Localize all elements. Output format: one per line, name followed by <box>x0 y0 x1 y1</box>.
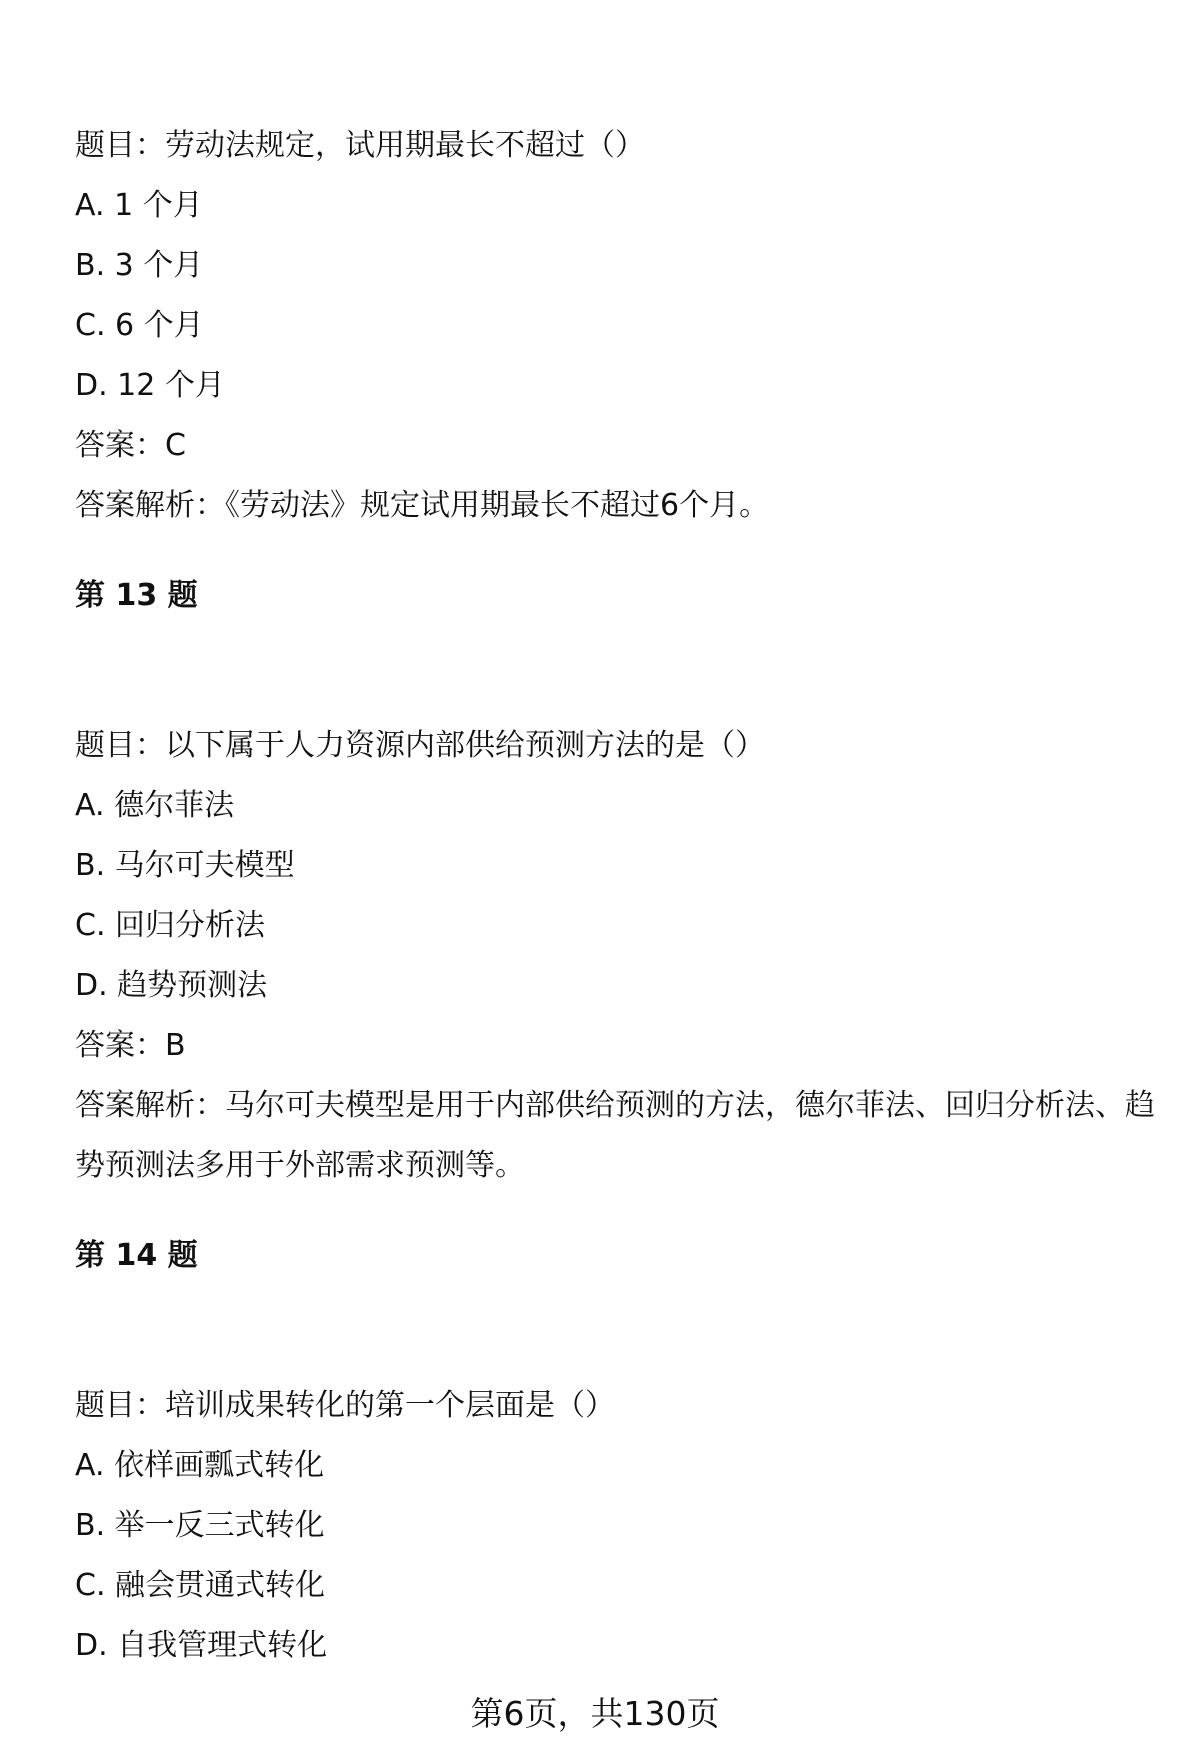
option-a: A. 德尔菲法 <box>75 788 235 823</box>
answer: 答案：C <box>75 428 186 463</box>
option-c: C. 回归分析法 <box>75 908 266 943</box>
answer-analysis: 答案解析：《劳动法》规定试用期最长不超过6个月。 <box>75 488 770 523</box>
option-b: B. 举一反三式转化 <box>75 1508 325 1543</box>
answer: 答案：B <box>75 1028 186 1063</box>
option-a: A. 依样画瓢式转化 <box>75 1448 325 1483</box>
option-d: D. 自我管理式转化 <box>75 1628 328 1663</box>
question-stem: 题目：劳动法规定，试用期最长不超过（） <box>75 128 645 163</box>
option-b: B. 马尔可夫模型 <box>75 848 295 883</box>
answer-analysis: 答案解析：马尔可夫模型是用于内部供给预测的方法，德尔菲法、回归分析法、趋势预测法多用于外部需求预测等。 <box>75 1088 1155 1183</box>
question-heading: 第 14 题 <box>75 1238 198 1273</box>
option-d: D. 12 个月 <box>75 368 225 403</box>
page-number: 第6页，共130页 <box>470 1694 720 1733</box>
question-heading: 第 13 题 <box>75 578 198 613</box>
question-stem: 题目：以下属于人力资源内部供给预测方法的是（） <box>75 728 765 763</box>
option-d: D. 趋势预测法 <box>75 968 268 1003</box>
option-c: C. 6 个月 <box>75 308 204 343</box>
option-a: A. 1 个月 <box>75 188 203 223</box>
question-stem: 题目：培训成果转化的第一个层面是（） <box>75 1388 615 1423</box>
option-b: B. 3 个月 <box>75 248 204 283</box>
option-c: C. 融会贯通式转化 <box>75 1568 326 1603</box>
